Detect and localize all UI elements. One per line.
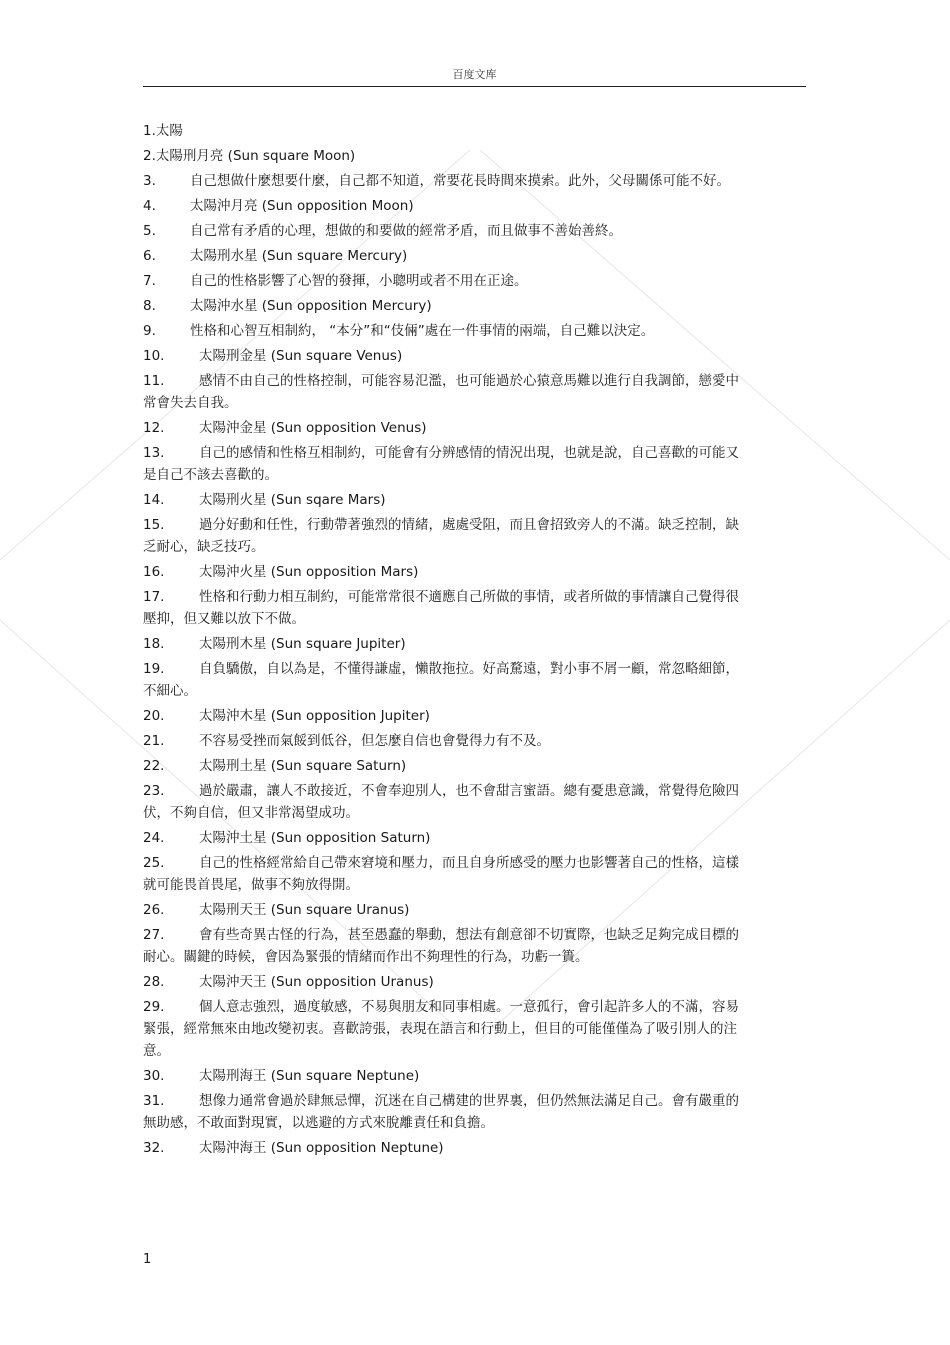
item-text: 感情不由自己的性格控制，可能容易氾濫，也可能過於心猿意馬難以進行自我調節，戀愛中常會失去自我。 bbox=[143, 373, 739, 411]
item-number: 7. bbox=[143, 273, 156, 289]
item-text: 太陽刑金星 (Sun square Venus) bbox=[199, 348, 403, 364]
list-item bbox=[143, 120, 743, 142]
item-number: 4. bbox=[143, 198, 156, 214]
list-item bbox=[143, 1065, 743, 1087]
item-text: 太陽刑火星 (Sun sqare Mars) bbox=[199, 492, 386, 508]
list-item bbox=[143, 780, 743, 824]
page-header: 百度文库 bbox=[452, 68, 497, 81]
item-number: 29. bbox=[143, 999, 165, 1015]
item-number: 12. bbox=[143, 420, 165, 436]
item-number: 16. bbox=[143, 564, 165, 580]
item-text: 太陽刑海王 (Sun square Neptune) bbox=[199, 1068, 420, 1084]
item-number: 19. bbox=[143, 661, 165, 677]
item-text: 自己的性格經常給自己帶來窘境和壓力，而且自身所感受的壓力也影響著自己的性格，這樣就可能畏首畏尾，做事不夠放得開。 bbox=[143, 855, 739, 893]
list-item bbox=[143, 370, 743, 414]
document-body bbox=[143, 120, 743, 1162]
list-item bbox=[143, 755, 743, 777]
item-number: 10. bbox=[143, 348, 165, 364]
list-item bbox=[143, 489, 743, 511]
list-item bbox=[143, 514, 743, 558]
header-divider bbox=[143, 86, 806, 87]
item-text: 過分好動和任性，行動帶著強烈的情緒，處處受阻，而且會招致旁人的不滿。缺乏控制，缺乏耐心，缺乏技巧。 bbox=[143, 517, 739, 555]
item-number: 21. bbox=[143, 733, 165, 749]
item-number: 32. bbox=[143, 1140, 165, 1156]
item-text: 自負驕傲，自以為是，不懂得謙虛，懶散拖拉。好高騖遠，對小事不屑一顧，常忽略細節，不細心。 bbox=[143, 661, 739, 699]
item-number: 18. bbox=[143, 636, 165, 652]
item-text: 太陽刑土星 (Sun square Saturn) bbox=[199, 758, 407, 774]
list-item bbox=[143, 1137, 743, 1159]
item-number: 5. bbox=[143, 223, 156, 239]
list-item bbox=[143, 852, 743, 896]
item-text: 太陽沖土星 (Sun opposition Saturn) bbox=[199, 830, 431, 846]
item-number: 3. bbox=[143, 173, 156, 189]
item-text: 太陽沖木星 (Sun opposition Jupiter) bbox=[199, 708, 430, 724]
list-item bbox=[143, 295, 743, 317]
item-text: 太陽沖金星 (Sun opposition Venus) bbox=[199, 420, 427, 436]
list-item bbox=[143, 442, 743, 486]
item-number: 9. bbox=[143, 323, 156, 339]
list-item bbox=[143, 561, 743, 583]
item-text: 過於嚴肅，讓人不敢接近，不會奉迎別人，也不會甜言蜜語。總有憂患意識，常覺得危險四伏，不夠自信，但又非常渴望成功。 bbox=[143, 783, 739, 821]
item-text: 自己的感情和性格互相制約，可能會有分辨感情的情況出現，也就是說，自己喜歡的可能又是自己不該去喜歡的。 bbox=[143, 445, 739, 483]
item-number: 15. bbox=[143, 517, 165, 533]
item-number: 20. bbox=[143, 708, 165, 724]
item-text: 太陽沖月亮 (Sun opposition Moon) bbox=[190, 198, 414, 214]
item-number: 31. bbox=[143, 1093, 165, 1109]
item-number: 22. bbox=[143, 758, 165, 774]
item-text: 太陽沖水星 (Sun opposition Mercury) bbox=[190, 298, 432, 314]
item-text: 自己的性格影響了心智的發揮，小聰明或者不用在正途。 bbox=[190, 273, 528, 289]
list-item bbox=[143, 417, 743, 439]
item-number: 8. bbox=[143, 298, 156, 314]
item-text: 自己想做什麼想要什麼，自己都不知道，常要花長時間來摸索。此外，父母關係可能不好。 bbox=[190, 173, 730, 189]
item-number: 13. bbox=[143, 445, 165, 461]
list-item bbox=[143, 633, 743, 655]
item-number: 17. bbox=[143, 589, 165, 605]
item-text: 太陽刑木星 (Sun square Jupiter) bbox=[199, 636, 406, 652]
item-text: 想像力通常會過於肆無忌憚，沉迷在自己構建的世界裏，但仍然無法滿足自己。會有嚴重的無助感，不敢面對現實，以逃避的方式來脫離責任和負擔。 bbox=[143, 1093, 739, 1131]
item-text: 會有些奇異古怪的行為，甚至愚蠢的舉動，想法有創意卻不切實際，也缺乏足夠完成目標的耐心。關鍵的時候，會因為緊張的情緒而作出不夠理性的行為，功虧一簣。 bbox=[143, 927, 739, 965]
list-item bbox=[143, 1090, 743, 1134]
list-item bbox=[143, 195, 743, 217]
list-item bbox=[143, 924, 743, 968]
item-text: 太陽沖天王 (Sun opposition Uranus) bbox=[199, 974, 434, 990]
item-number: 6. bbox=[143, 248, 156, 264]
item-text: 自己常有矛盾的心理，想做的和要做的經常矛盾，而且做事不善始善終。 bbox=[190, 223, 622, 239]
item-text: 2.太陽刑月亮 (Sun square Moon) bbox=[143, 148, 356, 164]
item-text: 太陽刑水星 (Sun square Mercury) bbox=[190, 248, 408, 264]
list-item bbox=[143, 245, 743, 267]
list-item bbox=[143, 220, 743, 242]
item-text: 性格和行動力相互制約，可能常常很不適應自己所做的事情，或者所做的事情讓自己覺得很壓抑，但又難以放下不做。 bbox=[143, 589, 739, 627]
item-number: 23. bbox=[143, 783, 165, 799]
list-item bbox=[143, 270, 743, 292]
item-text: 性格和心智互相制約， “本分”和“伎倆”處在一件事情的兩端，自己難以決定。 bbox=[190, 323, 655, 339]
list-item bbox=[143, 827, 743, 849]
list-item bbox=[143, 730, 743, 752]
list-item bbox=[143, 145, 743, 167]
item-text: 個人意志強烈，過度敏感，不易與朋友和同事相處。一意孤行，會引起許多人的不滿，容易緊張，經常無來由地改變初衷。喜歡誇張，表現在語言和行動上，但目的可能僅僅為了吸引別人的注意。 bbox=[143, 999, 739, 1059]
item-number: 11. bbox=[143, 373, 165, 389]
list-item bbox=[143, 899, 743, 921]
item-number: 30. bbox=[143, 1068, 165, 1084]
list-item bbox=[143, 586, 743, 630]
item-text: 太陽刑天王 (Sun square Uranus) bbox=[199, 902, 410, 918]
list-item bbox=[143, 658, 743, 702]
item-text: 太陽沖火星 (Sun opposition Mars) bbox=[199, 564, 419, 580]
item-number: 27. bbox=[143, 927, 165, 943]
item-text: 太陽沖海王 (Sun opposition Neptune) bbox=[199, 1140, 444, 1156]
list-item bbox=[143, 170, 743, 192]
page-number: 1 bbox=[143, 1252, 152, 1267]
item-text: 1.太陽 bbox=[143, 123, 183, 139]
list-item bbox=[143, 705, 743, 727]
list-item bbox=[143, 320, 743, 342]
item-number: 25. bbox=[143, 855, 165, 871]
list-item bbox=[143, 996, 743, 1062]
list-item bbox=[143, 971, 743, 993]
list-item bbox=[143, 345, 743, 367]
item-number: 26. bbox=[143, 902, 165, 918]
item-number: 28. bbox=[143, 974, 165, 990]
item-number: 24. bbox=[143, 830, 165, 846]
item-number: 14. bbox=[143, 492, 165, 508]
item-text: 不容易受挫而氣餒到低谷，但怎麼自信也會覺得力有不及。 bbox=[199, 733, 550, 749]
